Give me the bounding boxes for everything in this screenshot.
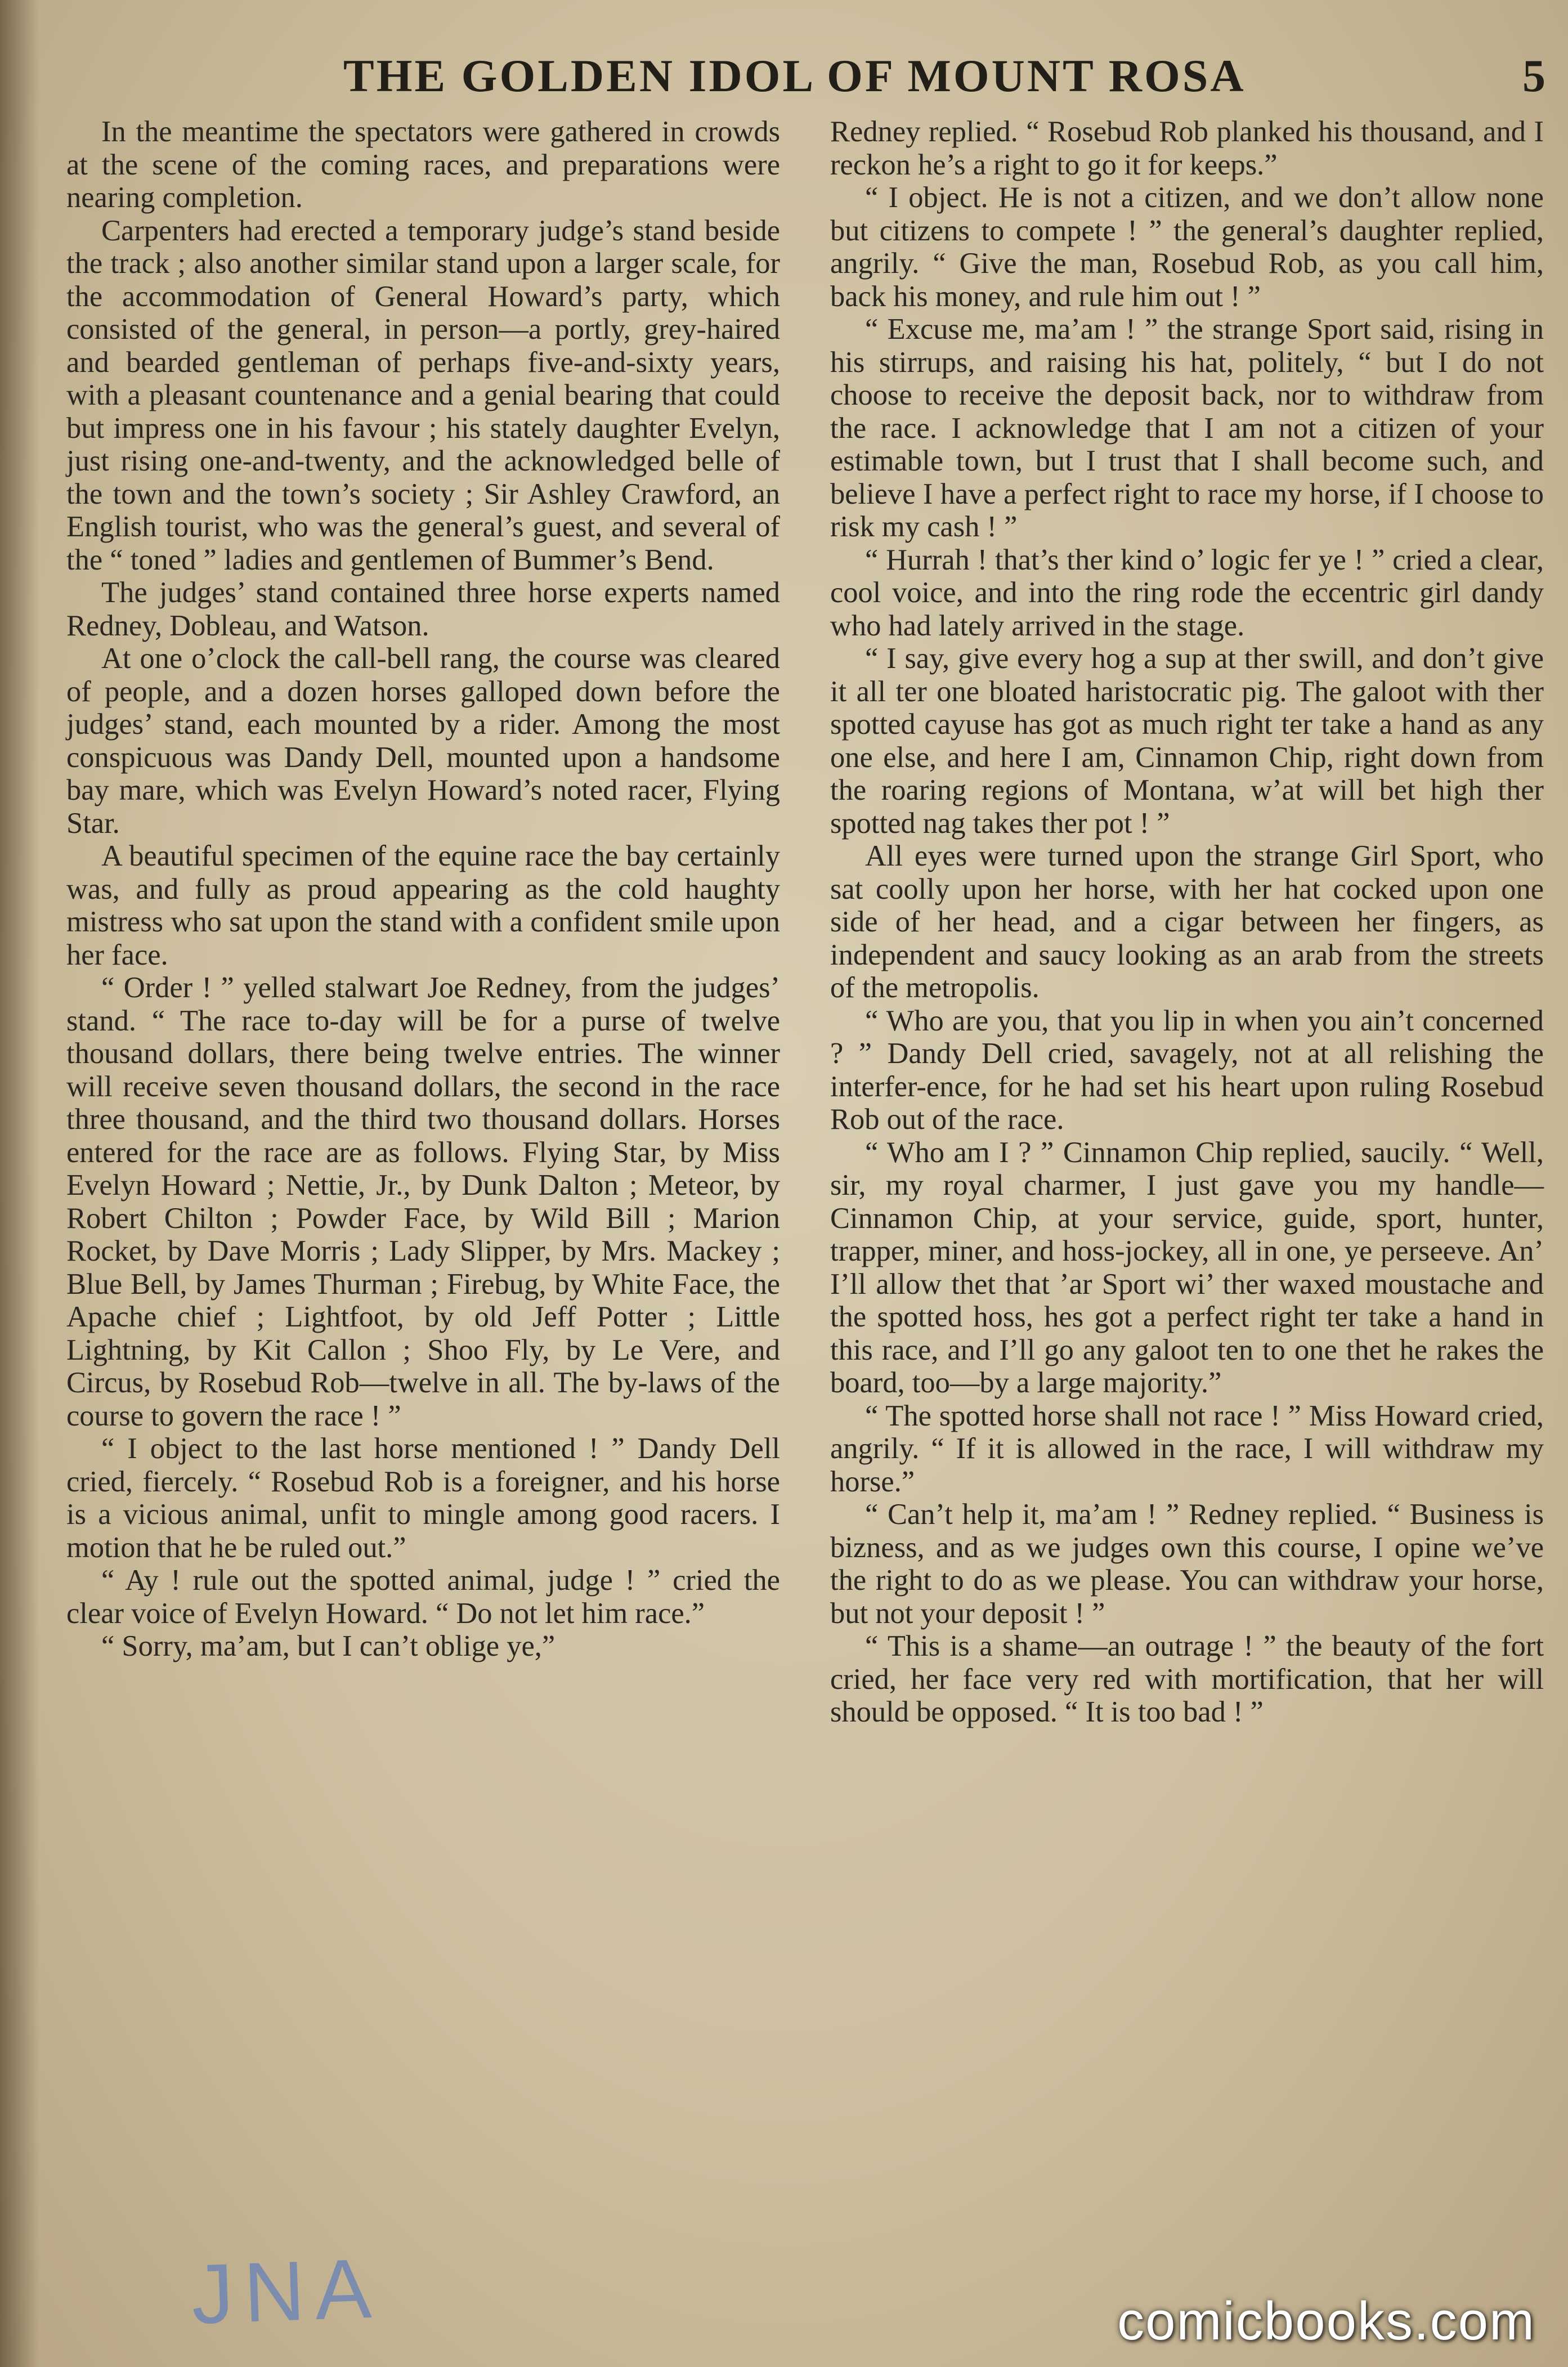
paragraph: “ This is a shame—an outrage ! ” the beauty of the fort cried, her face very red with mortification, that her will should be opposed. “ It is too bad ! ” (830, 1630, 1544, 1728)
paragraph: “ Can’t help it, ma’am ! ” Redney replied. “ Business is bizness, and as we judges own this course, I opine we’ve the right to do as we please. You can withdraw your horse, but not your deposit ! ” (830, 1498, 1544, 1630)
paragraph: “ Hurrah ! that’s ther kind o’ logic fer ye ! ” cried a clear, cool voice, and into the ring rode the eccentric girl dandy who had lately arrived in the stage. (830, 543, 1544, 642)
page-edge-shadow (0, 0, 39, 2367)
paragraph: The judges’ stand contained three horse experts named Redney, Dobleau, and Watson. (66, 576, 780, 642)
paragraph: Carpenters had erected a temporary judge’s stand beside the track ; also another similar stand upon a larger scale, for the accommodation of General Howard’s party, which consisted of the general, in person—a portly, grey-haired and bearded gentleman of perhaps five-and-sixty years, with a pleasant countenance and a genial bearing that could but impress one in his favour ; his stately daughter Evelyn, just rising one-and-twenty, and the acknowledged belle of the town and the town’s society ; Sir Ashley Crawford, an English tourist, who was the general’s guest, and several of the “ toned ” ladies and gentlemen of Bummer’s Bend. (66, 214, 780, 576)
paragraph: “ I object to the last horse mentioned ! ” Dandy Dell cried, fiercely. “ Rosebud Rob is a foreigner, and his horse is a vicious animal, unfit to mingle among good racers. I motion that he be ruled out.” (66, 1432, 780, 1564)
page-number: 5 (1522, 50, 1545, 101)
left-column (66, 115, 780, 1663)
paragraph: “ Who are you, that you lip in when you ain’t concerned ? ” Dandy Dell cried, savagely, not at all relishing the interfer-ence, for he had set his heart upon ruling Rosebud Rob out of the race. (830, 1004, 1544, 1136)
site-watermark: comicbooks.com (1117, 2291, 1535, 2351)
paragraph: “ The spotted horse shall not race ! ” Miss Howard cried, angrily. “ If it is allowed in the race, I will withdraw my horse.” (830, 1399, 1544, 1498)
paragraph: “ Who am I ? ” Cinnamon Chip replied, saucily. “ Well, sir, my royal charmer, I just gave you my handle—Cinnamon Chip, at your service, guide, sport, hunter, trapper, miner, and hoss-jockey, all in one, ye perseeve. An’ I’ll allow thet that ’ar Sport wi’ ther waxed moustache and the spotted hoss, hes got a perfect right ter take a hand in this race, and I’ll go any galoot ten to one thet he rakes the board, too—by a large majority.” (830, 1136, 1544, 1399)
paragraph: All eyes were turned upon the strange Girl Sport, who sat coolly upon her horse, with her hat cocked upon one side of her head, and a cigar between her fingers, as independent and saucy looking as an arab from the streets of the metropolis. (830, 840, 1544, 1004)
paragraph: “ Sorry, ma’am, but I can’t oblige ye,” (101, 1630, 555, 1662)
paragraph: At one o’clock the call-bell rang, the course was cleared of people, and a dozen horses galloped down before the judges’ stand, each mounted by a rider. Among the most conspicuous was Dandy Dell, mounted upon a handsome bay mare, which was Evelyn Howard’s noted racer, Flying Star. (66, 642, 780, 840)
paragraph: “ I say, give every hog a sup at ther swill, and don’t give it all ter one bloated haristocratic pig. The galoot with ther spotted cayuse has got as much right ter take a hand as any one else, and here I am, Cinnamon Chip, right down from the roaring regions of Montana, w’at will bet high ther spotted nag takes ther pot ! ” (830, 642, 1544, 840)
page-header (0, 50, 1568, 111)
paragraph: “ Order ! ” yelled stalwart Joe Redney, from the judges’ stand. “ The race to-day will be for a purse of twelve thousand dollars, there being twelve entries. The winner will receive seven thousand dollars, the second in the race three thousand, and the third two thousand dollars. Horses entered for the race are as follows. Flying Star, by Miss Evelyn Howard ; Nettie, Jr., by Dunk Dalton ; Meteor, by Robert Chilton ; Powder Face, by Wild Bill ; Marion Rocket, by Dave Morris ; Lady Slipper, by Mrs. Mackey ; Blue Bell, by James Thurman ; Firebug, by White Face, the Apache chief ; Lightfoot, by old Jeff Potter ; Little Lightning, by Kit Callon ; Shoo Fly, by Le Vere, and Circus, by Rosebud Rob—twelve in all. The by-laws of the course to govern the race ! ” (66, 971, 780, 1432)
paragraph-continued: Redney replied. “ Rosebud Rob planked his thousand, and I reckon he’s a right to go it for keeps.” (830, 115, 1544, 181)
paragraph: In the meantime the spectators were gathered in crowds at the scene of the coming races, and preparations were nearing completion. (66, 115, 780, 214)
paragraph: “ Ay ! rule out the spotted animal, judge ! ” cried the clear voice of Evelyn Howard. “ Do not let him race.” (66, 1564, 780, 1630)
right-column (830, 115, 1544, 1729)
paragraph: “ Excuse me, ma’am ! ” the strange Sport said, rising in his stirrups, and raising his hat, politely, “ but I do not choose to receive the deposit back, nor to withdraw from the race. I acknowledge that I am not a citizen of your estimable town, but I trust that I shall become such, and believe I have a perfect right to race my horse, if I choose to risk my cash ! ” (830, 313, 1544, 543)
running-title: THE GOLDEN IDOL OF MOUNT ROSA (343, 50, 1246, 101)
paragraph: “ I object. He is not a citizen, and we don’t allow none but citizens to compete ! ” the general’s daughter replied, angrily. “ Give the man, Rosebud Rob, as you call him, back his money, and rule him out ! ” (830, 181, 1544, 313)
ink-stamp: JNA (190, 2240, 383, 2342)
paragraph: A beautiful specimen of the equine race the bay certainly was, and fully as proud appearing as the cold haughty mistress who sat upon the stand with a confident smile upon her face. (66, 840, 780, 971)
